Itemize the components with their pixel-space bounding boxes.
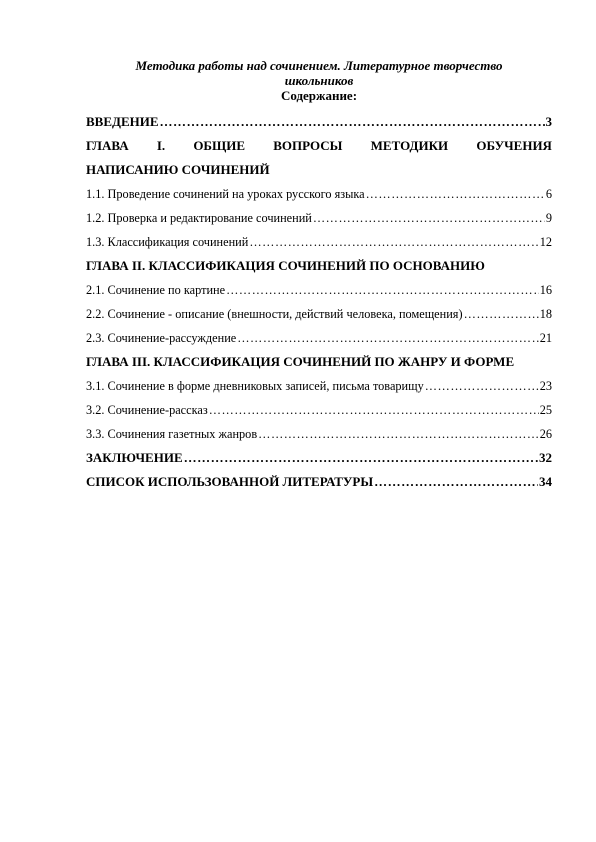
dot-leader: [313, 206, 545, 230]
table-of-contents: [86, 110, 552, 494]
toc-page-number: 6: [545, 187, 552, 201]
document-title: Методика работы над сочинением. Литературное творчество школьников: [135, 58, 503, 88]
toc-entry-3-2[interactable]: [86, 398, 552, 422]
toc-page-number: 26: [539, 427, 552, 441]
toc-entry-conclusion[interactable]: [86, 446, 552, 470]
toc-page-number: 32: [539, 450, 552, 465]
toc-word: ГЛАВА: [86, 138, 129, 153]
dot-leader: [237, 326, 538, 350]
toc-entry-label: 2.2. Сочинение - описание (внешности, действий человека, помещения): [86, 307, 463, 321]
toc-entry-label: ВВЕДЕНИЕ: [86, 114, 159, 129]
dot-leader: [184, 446, 538, 470]
toc-entry-2-1[interactable]: [86, 278, 552, 302]
contents-heading: Содержание:: [280, 88, 358, 103]
toc-entry-introduction[interactable]: [86, 110, 552, 134]
toc-page-number: 12: [539, 235, 552, 249]
toc-entry-label: 2.1. Сочинение по картине: [86, 283, 226, 297]
toc-entry-label: НАПИСАНИЮ СОЧИНЕНИЙ: [86, 162, 270, 177]
toc-entry-2-2[interactable]: [86, 302, 552, 326]
toc-page-number: 16: [539, 283, 552, 297]
toc-entry-1-2[interactable]: [86, 206, 552, 230]
dot-leader: [160, 110, 545, 134]
toc-entry-label: 1.2. Проверка и редактирование сочинений: [86, 211, 312, 225]
toc-entry-label: 2.3. Сочинение-рассуждение: [86, 331, 237, 345]
toc-page-number: 18: [539, 307, 552, 321]
document-page: [86, 58, 552, 494]
dot-leader: [374, 470, 538, 494]
dot-leader: [258, 422, 539, 446]
dot-leader: [464, 302, 539, 326]
toc-word: I.: [156, 138, 166, 153]
toc-entry-label: 3.1. Сочинение в форме дневниковых записей, письма товарищу: [86, 379, 424, 393]
toc-entry-label: 1.3. Классификация сочинений: [86, 235, 249, 249]
dot-leader: [209, 398, 539, 422]
toc-entry-label: 1.1. Проведение сочинений на уроках русского языка: [86, 187, 365, 201]
toc-page-number: 3: [545, 114, 552, 129]
dot-leader: [249, 230, 538, 254]
toc-page-number: 23: [539, 379, 552, 393]
toc-word: ОБЩИЕ: [193, 138, 246, 153]
toc-word: МЕТОДИКИ: [370, 138, 449, 153]
toc-page-number: 9: [545, 211, 552, 225]
toc-entry-label: ГЛАВА III. КЛАССИФИКАЦИЯ СОЧИНЕНИЙ ПО ЖАНРУ И ФОРМЕ: [86, 354, 515, 369]
toc-page-number: 21: [539, 331, 552, 345]
dot-leader: [226, 278, 539, 302]
toc-word: ОБУЧЕНИЯ: [476, 138, 552, 153]
toc-entry-bibliography[interactable]: [86, 470, 552, 494]
toc-entry-label: 3.3. Сочинения газетных жанров: [86, 427, 258, 441]
toc-entry-label: 3.2. Сочинение-рассказ: [86, 403, 208, 417]
toc-entry-3-1[interactable]: [86, 374, 552, 398]
dot-leader: [425, 374, 539, 398]
toc-entry-label-line2: [86, 158, 552, 182]
toc-word: ВОПРОСЫ: [273, 138, 343, 153]
toc-entry-2-3[interactable]: [86, 326, 552, 350]
toc-entry-chapter-2[interactable]: [86, 254, 552, 278]
toc-page-number: 34: [539, 474, 552, 489]
toc-entry-label: ГЛАВА II. КЛАССИФИКАЦИЯ СОЧИНЕНИЙ ПО ОСНОВАНИЮ: [86, 258, 485, 273]
toc-entry-3-3[interactable]: [86, 422, 552, 446]
toc-entry-label: СПИСОК ИСПОЛЬЗОВАННОЙ ЛИТЕРАТУРЫ: [86, 474, 374, 489]
toc-entry-label: ЗАКЛЮЧЕНИЕ: [86, 450, 183, 465]
toc-page-number: 25: [539, 403, 552, 417]
toc-entry-chapter-3[interactable]: [86, 350, 552, 374]
toc-entry-chapter-1[interactable]: [86, 134, 552, 182]
toc-entry-label-line1: [86, 134, 552, 158]
dot-leader: [366, 182, 545, 206]
toc-entry-1-1[interactable]: [86, 182, 552, 206]
toc-entry-1-3[interactable]: [86, 230, 552, 254]
